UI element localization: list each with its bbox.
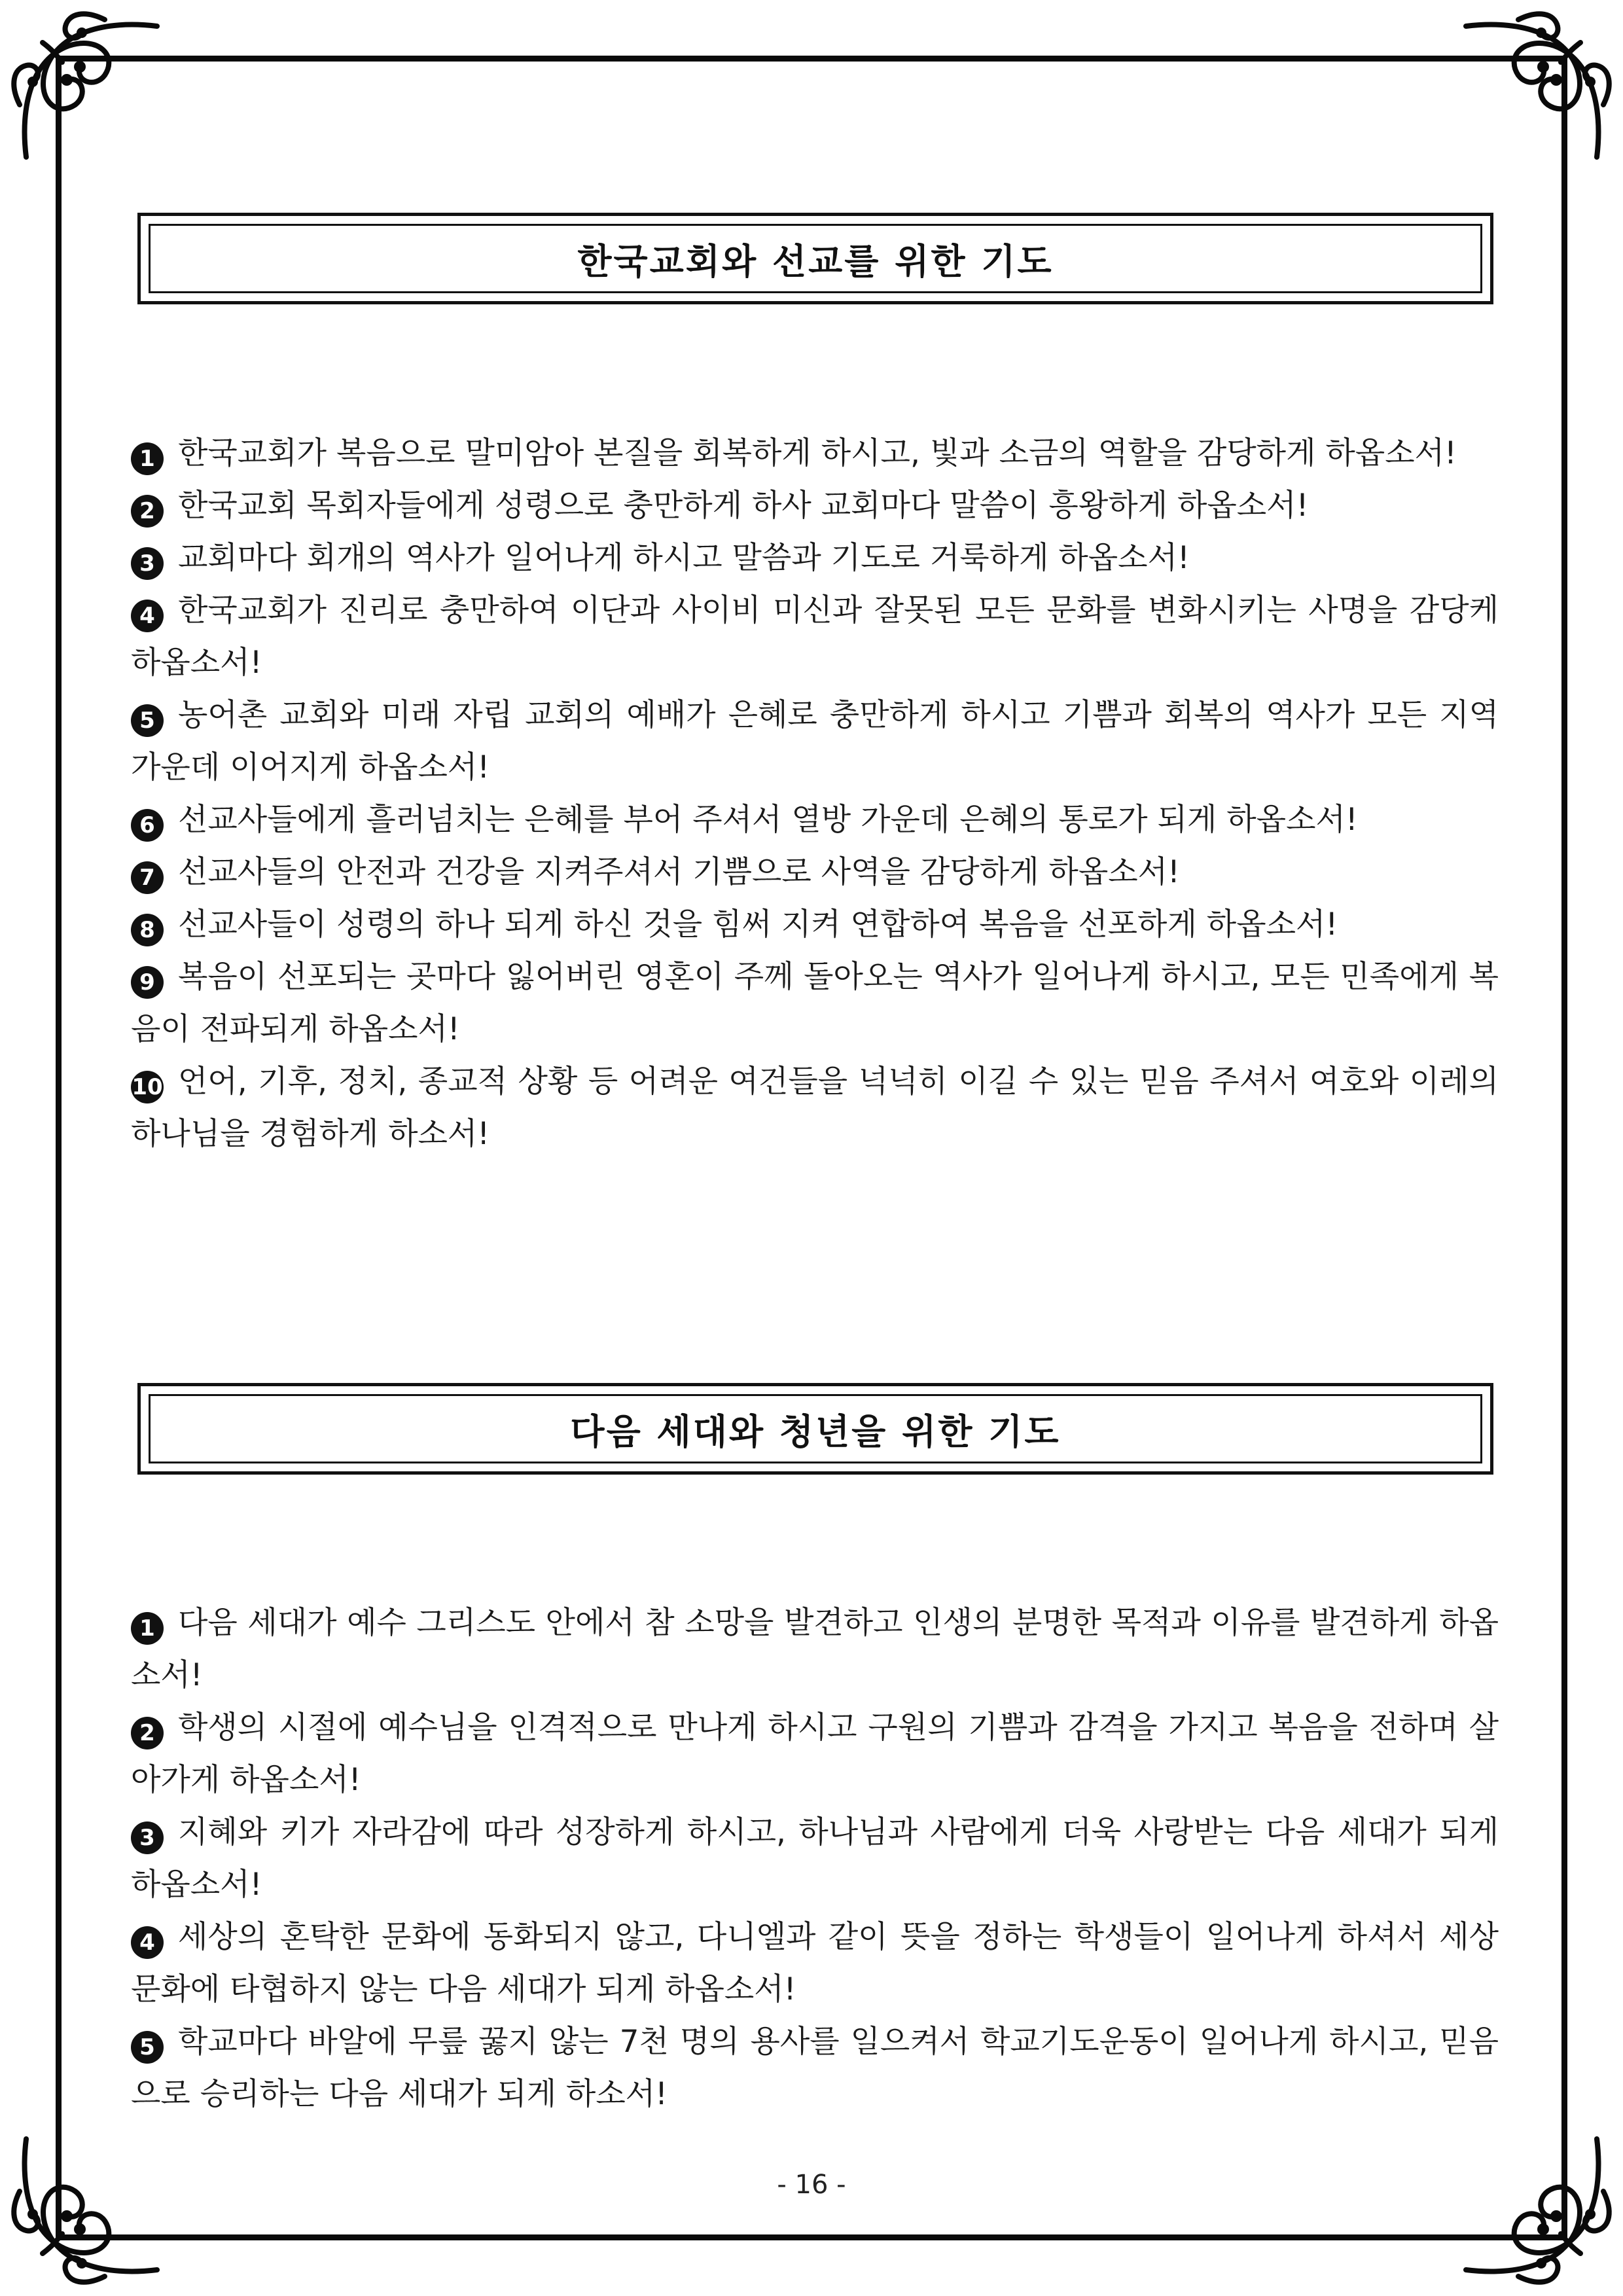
item-number-badge: 1 (131, 442, 164, 475)
prayer-text: 다음 세대가 예수 그리스도 안에서 참 소망을 발견하고 인생의 분명한 목적과 이유를 발견하게 하옵소서! (131, 1605, 1499, 1693)
section-title: 한국교회와 선교를 위한 기도 (577, 240, 1054, 282)
corner-ornament-top-left (7, 7, 170, 170)
item-number-badge: 9 (131, 966, 164, 999)
item-number-badge: 6 (131, 809, 164, 842)
prayer-item (131, 480, 1499, 532)
prayer-item (131, 532, 1499, 584)
section-title-box-korean-church (137, 213, 1493, 304)
section-title: 다음 세대와 청년을 위한 기도 (570, 1410, 1061, 1452)
scroll-ornament-icon (7, 7, 170, 170)
item-number-badge: 5 (131, 2031, 164, 2064)
prayer-text: 언어, 기후, 정치, 종교적 상황 등 어려운 여건들을 넉넉히 이길 수 있는 믿음 주셔서 여호와 이레의 하나님을 경험하게 하소서! (131, 1064, 1499, 1152)
prayer-item (131, 951, 1499, 1056)
prayer-item (131, 584, 1499, 689)
item-number-badge: 10 (131, 1071, 164, 1103)
prayer-list-korean-church (131, 427, 1499, 1160)
prayer-item (131, 689, 1499, 794)
prayer-item (131, 1702, 1499, 1806)
prayer-list-next-generation (131, 1597, 1499, 2121)
prayer-text: 한국교회가 진리로 충만하여 이단과 사이비 미신과 잘못된 모든 문화를 변화시키는 사명을 감당케 하옵소서! (131, 592, 1499, 681)
scroll-ornament-icon (7, 2126, 170, 2289)
prayer-text: 한국교회가 복음으로 말미암아 본질을 회복하게 하시고, 빛과 소금의 역할을 감당하게 하옵소서! (178, 435, 1457, 471)
corner-ornament-top-right (1453, 7, 1616, 170)
prayer-item (131, 899, 1499, 951)
item-number-badge: 5 (131, 704, 164, 737)
item-number-badge: 1 (131, 1612, 164, 1645)
item-number-badge: 4 (131, 600, 164, 632)
scroll-ornament-icon (1453, 7, 1616, 170)
prayer-item (131, 794, 1499, 846)
prayer-text: 한국교회 목회자들에게 성령으로 충만하게 하사 교회마다 말씀이 흥왕하게 하옵소서! (178, 488, 1309, 524)
prayer-text: 지혜와 키가 자라감에 따라 성장하게 하시고, 하나님과 사람에게 더욱 사랑받는 다음 세대가 되게 하옵소서! (131, 1814, 1499, 1903)
prayer-item (131, 427, 1499, 480)
prayer-text: 선교사들이 성령의 하나 되게 하신 것을 힘써 지켜 연합하여 복음을 선포하게 하옵소서! (178, 906, 1338, 942)
item-number-badge: 8 (131, 914, 164, 946)
page-number: - 16 - (777, 2170, 846, 2200)
prayer-text: 학생의 시절에 예수님을 인격적으로 만나게 하시고 구원의 기쁨과 감격을 가지고 복음을 전하며 살아가게 하옵소서! (131, 1710, 1499, 1798)
prayer-item (131, 2016, 1499, 2121)
prayer-text: 선교사들의 안전과 건강을 지켜주셔서 기쁨으로 사역을 감당하게 하옵소서! (178, 854, 1180, 890)
prayer-text: 학교마다 바알에 무릎 꿇지 않는 7천 명의 용사를 일으켜서 학교기도운동이 일어나게 하시고, 믿음으로 승리하는 다음 세대가 되게 하소서! (131, 2024, 1499, 2112)
prayer-item (131, 846, 1499, 899)
corner-ornament-bottom-right (1453, 2126, 1616, 2289)
prayer-item (131, 1806, 1499, 1911)
prayer-text: 교회마다 회개의 역사가 일어나게 하시고 말씀과 기도로 거룩하게 하옵소서! (178, 540, 1190, 576)
prayer-text: 농어촌 교회와 미래 자립 교회의 예배가 은혜로 충만하게 하시고 기쁨과 회복의 역사가 모든 지역 가운데 이어지게 하옵소서! (131, 697, 1499, 785)
prayer-item (131, 1597, 1499, 1702)
section-title-box-next-generation (137, 1383, 1493, 1475)
prayer-item (131, 1911, 1499, 2016)
item-number-badge: 7 (131, 861, 164, 894)
prayer-text: 복음이 선포되는 곳마다 잃어버린 영혼이 주께 돌아오는 역사가 일어나게 하시고, 모든 민족에게 복음이 전파되게 하옵소서! (131, 959, 1499, 1047)
prayer-text: 세상의 혼탁한 문화에 동화되지 않고, 다니엘과 같이 뜻을 정하는 학생들이 일어나게 하셔서 세상 문화에 타협하지 않는 다음 세대가 되게 하옵소서! (131, 1919, 1499, 2007)
corner-ornament-bottom-left (7, 2126, 170, 2289)
item-number-badge: 4 (131, 1926, 164, 1959)
item-number-badge: 3 (131, 547, 164, 580)
item-number-badge: 3 (131, 1821, 164, 1854)
scroll-ornament-icon (1453, 2126, 1616, 2289)
prayer-text: 선교사들에게 흘러넘치는 은혜를 부어 주셔서 열방 가운데 은혜의 통로가 되게 하옵소서! (178, 802, 1358, 838)
prayer-item (131, 1056, 1499, 1160)
item-number-badge: 2 (131, 1717, 164, 1749)
item-number-badge: 2 (131, 495, 164, 528)
